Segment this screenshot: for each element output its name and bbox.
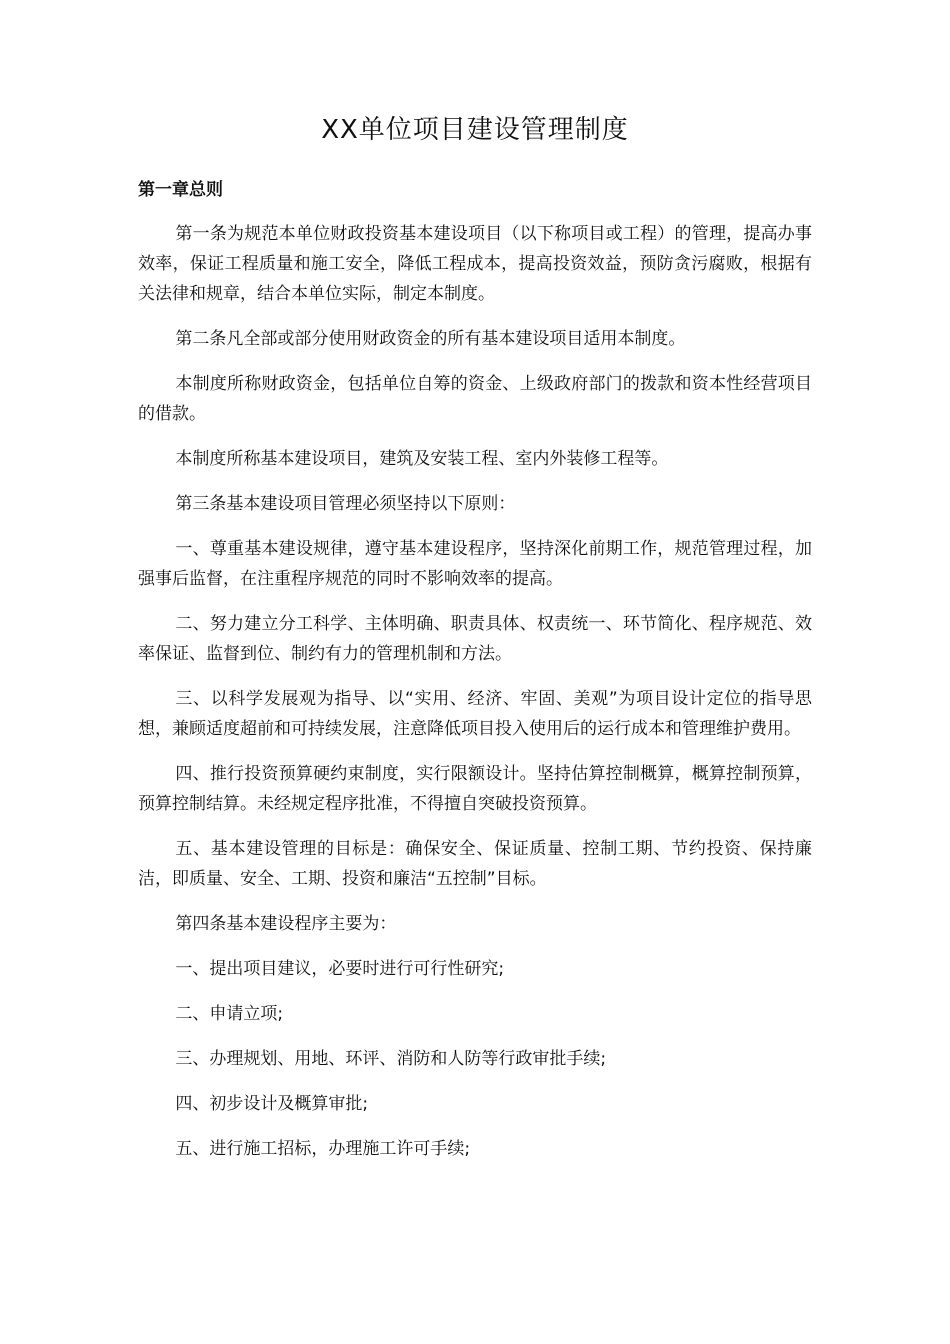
paragraph-article-4: 第四条基本建设程序主要为： [175, 914, 397, 934]
paragraph-procedure-4: 四、初步设计及概算审批; [175, 1094, 369, 1114]
paragraph-procedure-5: 五、进行施工招标，办理施工许可手续; [175, 1139, 471, 1159]
paragraph-principle-3: 三、以科学发展观为指导、以“实用、经济、牢固、美观”为项目设计定位的指导思想，兼顾适度超前和可持续发展，注意降低项目投入使用后的运行成本和管理维护费用。 [138, 689, 812, 739]
document-body [138, 175, 812, 1179]
document-title: XX单位项目建设管理制度 [321, 115, 629, 145]
paragraph-article-3: 第三条基本建设项目管理必须坚持以下原则： [175, 494, 516, 514]
paragraph-principle-4: 四、推行投资预算硬约束制度，实行限额设计。坚持估算控制概算，概算控制预算，预算控制结算。未经规定程序批准，不得擅自突破投资预算。 [138, 764, 812, 814]
paragraph-principle-2: 二、努力建立分工科学、主体明确、职责具体、权责统一、环节简化、程序规范、效率保证、监督到位、制约有力的管理机制和方法。 [138, 614, 812, 664]
chapter-heading: 第一章总则 [138, 180, 223, 200]
paragraph-article-2: 第二条凡全部或部分使用财政资金的所有基本建设项目适用本制度。 [175, 329, 686, 349]
paragraph-procedure-2: 二、申请立项; [175, 1004, 284, 1024]
paragraph-principle-5: 五、基本建设管理的目标是：确保安全、保证质量、控制工期、节约投资、保持廉洁，即质量、安全、工期、投资和廉洁“五控制”目标。 [138, 839, 812, 889]
paragraph-project-definition: 本制度所称基本建设项目，建筑及安装工程、室内外装修工程等。 [175, 449, 669, 469]
paragraph-procedure-1: 一、提出项目建议，必要时进行可行性研究; [175, 959, 505, 979]
paragraph-article-1: 第一条为规范本单位财政投资基本建设项目（以下称项目或工程）的管理，提高办事效率，保证工程质量和施工安全，降低工程成本，提高投资效益，预防贪污腐败，根据有关法律和规章，结合本单位实际，制定本制度。 [138, 224, 812, 304]
paragraph-funds-definition: 本制度所称财政资金，包括单位自筹的资金、上级政府部门的拨款和资本性经营项目的借款。 [138, 374, 812, 424]
paragraph-principle-1: 一、尊重基本建设规律，遵守基本建设程序，坚持深化前期工作，规范管理过程，加强事后监督，在注重程序规范的同时不影响效率的提高。 [138, 539, 812, 589]
paragraph-procedure-3: 三、办理规划、用地、环评、消防和人防等行政审批手续; [175, 1049, 607, 1069]
